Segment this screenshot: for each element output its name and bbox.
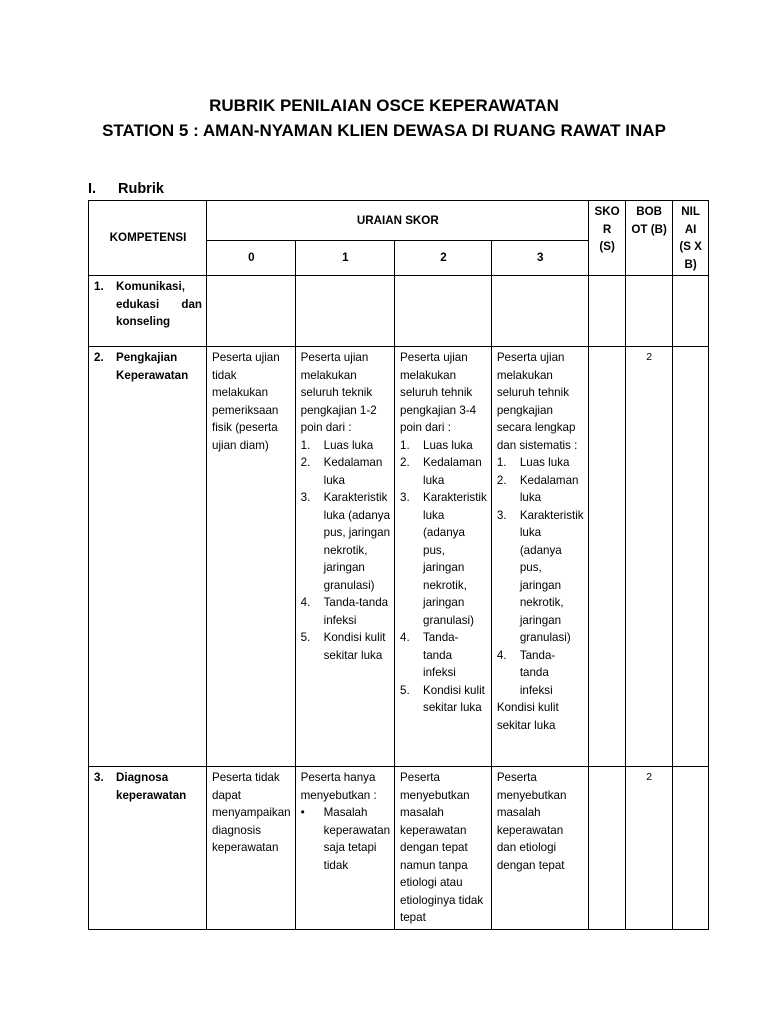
bullet-icon: • [300,806,305,819]
score-3-outro: Kondisi kulit sekitar luka [496,701,559,732]
nilai-cell [672,767,708,930]
score-3-cell [491,347,588,767]
section-title: Rubrik [118,181,164,197]
header-kompetensi: KOMPETENSI [89,201,207,276]
section-heading [88,181,164,197]
header-score-2: 2 [395,240,492,275]
list-item: 4. Tanda-tanda infeksi [400,631,459,679]
section-number: I. [88,181,97,197]
bobot-cell: 2 [625,767,672,930]
competency-number: 2. [94,351,104,364]
score-3-list [497,454,584,699]
list-item: 3. Karakteristik luka (adanya pus, jaringan nekrotik, jaringan granulasi) [400,491,487,627]
header-bobot: BOB OT (B) [625,201,672,276]
document-subtitle: STATION 5 : AMAN-NYAMAN KLIEN DEWASA DI RUANG RAWAT INAP [102,121,666,140]
skor-cell [588,347,625,767]
nilai-cell [672,276,708,347]
score-3-cell [491,276,588,347]
document-title: RUBRIK PENILAIAN OSCE KEPERAWATAN [209,96,559,115]
list-item: 1. Luas luka [496,456,570,469]
list-item: 5. Kondisi kulit sekitar luka [300,631,386,662]
score-0-cell: Peserta tidak dapat menyampaikan diagnosis keperawatan [207,767,296,930]
list-item: 1. Luas luka [400,438,473,452]
score-1-list [301,437,390,665]
score-0-cell [207,276,296,347]
list-item: 5. Kondisi kulit sekitar luka [400,683,485,714]
header-uraian-skor: URAIAN SKOR [207,201,589,241]
list-item: 4. Tanda-tanda infeksi [496,648,556,697]
score-2-cell [395,347,492,767]
list-item: 3. Karakteristik luka (adanya pus, jaringan nekrotik, jaringan granulasi) [300,491,391,592]
competency-name: Diagnosa keperawatan [116,771,187,802]
score-1-list [301,804,390,874]
score-2-list [400,437,487,717]
list-item: 2. Kedalaman luka [400,456,482,487]
score-1-cell [295,276,394,347]
nilai-cell [672,347,708,767]
competency-name: Pengkajian Keperawatan [116,351,189,382]
competency-cell [89,276,207,347]
score-1-intro: Peserta hanya menyebutkan : [300,771,377,802]
score-3-cell: Peserta menyebutkan masalah keperawatan dan etiologi dengan tepat [491,767,588,930]
score-1-cell [295,767,394,930]
rubric-table [88,200,709,930]
bobot-cell: 2 [625,347,672,767]
list-item: 1. Luas luka [300,438,374,452]
skor-cell [588,767,625,930]
list-item: 2. Kedalaman luka [496,473,579,504]
header-skor: SKO R (S) [588,201,625,276]
header-row [89,201,709,241]
score-0-cell: Peserta ujian tidak melakukan pemeriksaan fisik (peserta ujian diam) [207,347,296,767]
table-row [89,347,709,767]
competency-name: Komunikasi, edukasi dan konseling [116,280,202,328]
header-nilai: NIL AI (S X B) [672,201,708,276]
header-score-0: 0 [207,240,296,275]
bobot-cell [625,276,672,347]
score-2-intro: Peserta ujian melakukan seluruh tehnik pengkajian 3-4 poin dari : [400,351,477,434]
score-3-intro: Peserta ujian melakukan seluruh tehnik pengkajian secara lengkap dan sistematis : [496,351,578,452]
skor-cell [588,276,625,347]
list-item: 2. Kedalaman luka [300,456,383,487]
list-item: 3. Karakteristik luka (adanya pus, jaringan nekrotik, jaringan granulasi) [496,508,584,644]
table-row [89,767,709,930]
score-1-cell [295,347,394,767]
competency-cell [89,767,207,930]
score-2-cell: Peserta menyebutkan masalah keperawatan dengan tepat namun tanpa etiologi atau etiologinya tidak tepat [395,767,492,930]
list-item: • Masalah keperawatan saja tetapi tidak [301,804,390,874]
list-item: 4. Tanda-tanda infeksi [300,596,389,627]
table-row [89,276,709,347]
header-score-3: 3 [491,240,588,275]
competency-number: 3. [94,771,104,784]
competency-cell [89,347,207,767]
header-score-1: 1 [295,240,394,275]
score-2-cell [395,276,492,347]
competency-number: 1. [94,280,104,293]
score-1-intro: Peserta ujian melakukan seluruh teknik pengkajian 1-2 poin dari : [300,351,377,434]
